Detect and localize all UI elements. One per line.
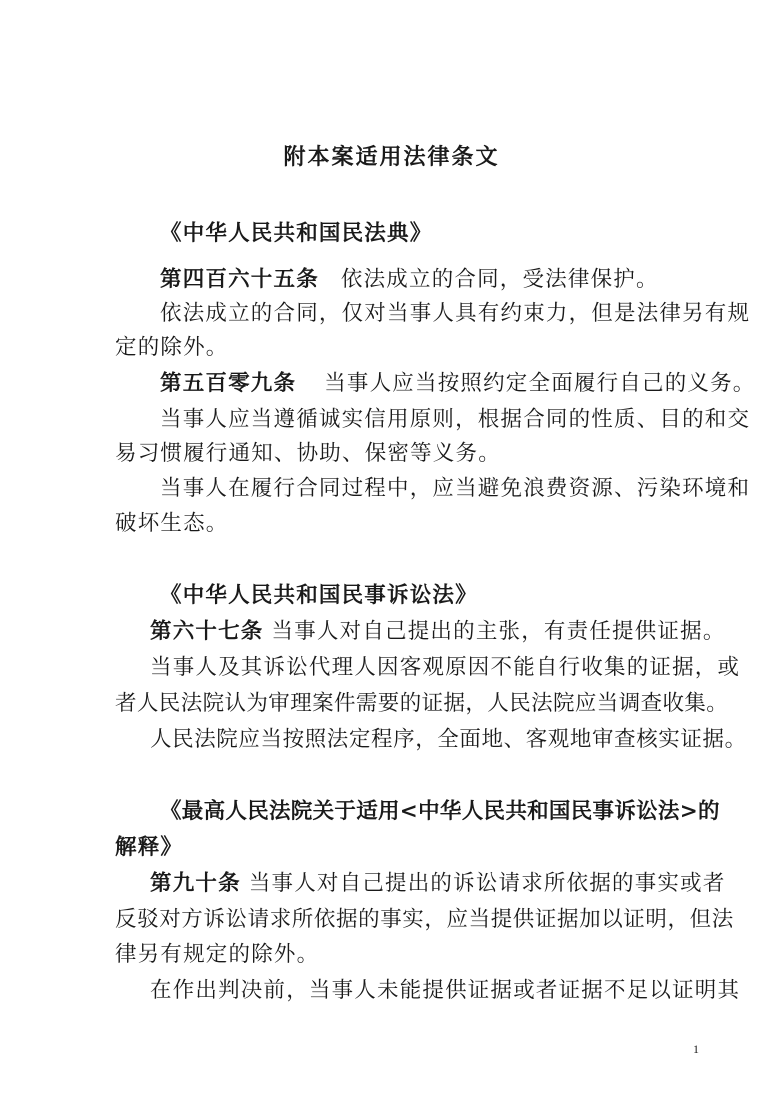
article-465-para2-line1: 依法成立的合同，仅对当事人具有约束力，但是法律另有规 [160,301,751,326]
article-509-heading: 第五百零九条 [160,371,297,396]
article-90-line [150,866,726,897]
article-509-para2-line2: 易习惯履行通知、协助、保密等义务。 [115,441,501,466]
article-465-heading: 第四百六十五条 [160,267,319,292]
article-509-para3-line2: 破坏生态。 [115,511,229,536]
article-67-para3: 人民法院应当按照法定程序，全面地、客观地审查核实证据。 [150,727,747,752]
article-67-line [150,614,726,645]
article-90-text: 当事人对自己提出的诉讼请求所依据的事实或者 [248,871,726,896]
article-67-text: 当事人对自己提出的主张，有责任提供证据。 [271,619,726,644]
article-509-para3-line1: 当事人在履行合同过程中，应当避免浪费资源、污染环境和 [160,476,751,501]
page-number: 1 [693,1042,699,1056]
article-465-line [160,262,659,293]
page-title: 附本案适用法律条文 [283,144,500,170]
article-465-para2-line2: 定的除外。 [115,335,229,360]
law-name-civil-procedure: 《中华人民共和国民事诉讼法》 [160,583,478,608]
article-67-para2-line1: 当事人及其诉讼代理人因客观原因不能自行收集的证据，或 [150,655,741,680]
article-67-para2-line2: 者人民法院认为审理案件需要的证据，人民法院应当调查收集。 [115,691,729,716]
article-90-para1-line2: 反驳对方诉讼请求所依据的事实，应当提供证据加以证明，但法 [115,907,734,932]
article-465-text: 依法成立的合同，受法律保护。 [340,267,659,292]
law-name-civil-code: 《中华人民共和国民法典》 [160,221,433,246]
article-90-para1-line3: 律另有规定的除外。 [115,942,320,967]
article-509-text: 当事人应当按照约定全面履行自己的义务。 [324,371,756,396]
article-67-heading: 第六十七条 [150,619,264,644]
article-509-line [160,366,756,397]
article-90-heading: 第九十条 [150,871,241,896]
law-name-interpretation-line1: 《最高人民法院关于适用<中华人民共和国民事诉讼法>的 [160,799,720,824]
article-90-para2-line1: 在作出判决前，当事人未能提供证据或者证据不足以证明其 [150,978,741,1003]
law-name-interpretation-line2: 解释》 [115,835,184,860]
article-509-para2-line1: 当事人应当遵循诚实信用原则，根据合同的性质、目的和交 [160,407,751,432]
